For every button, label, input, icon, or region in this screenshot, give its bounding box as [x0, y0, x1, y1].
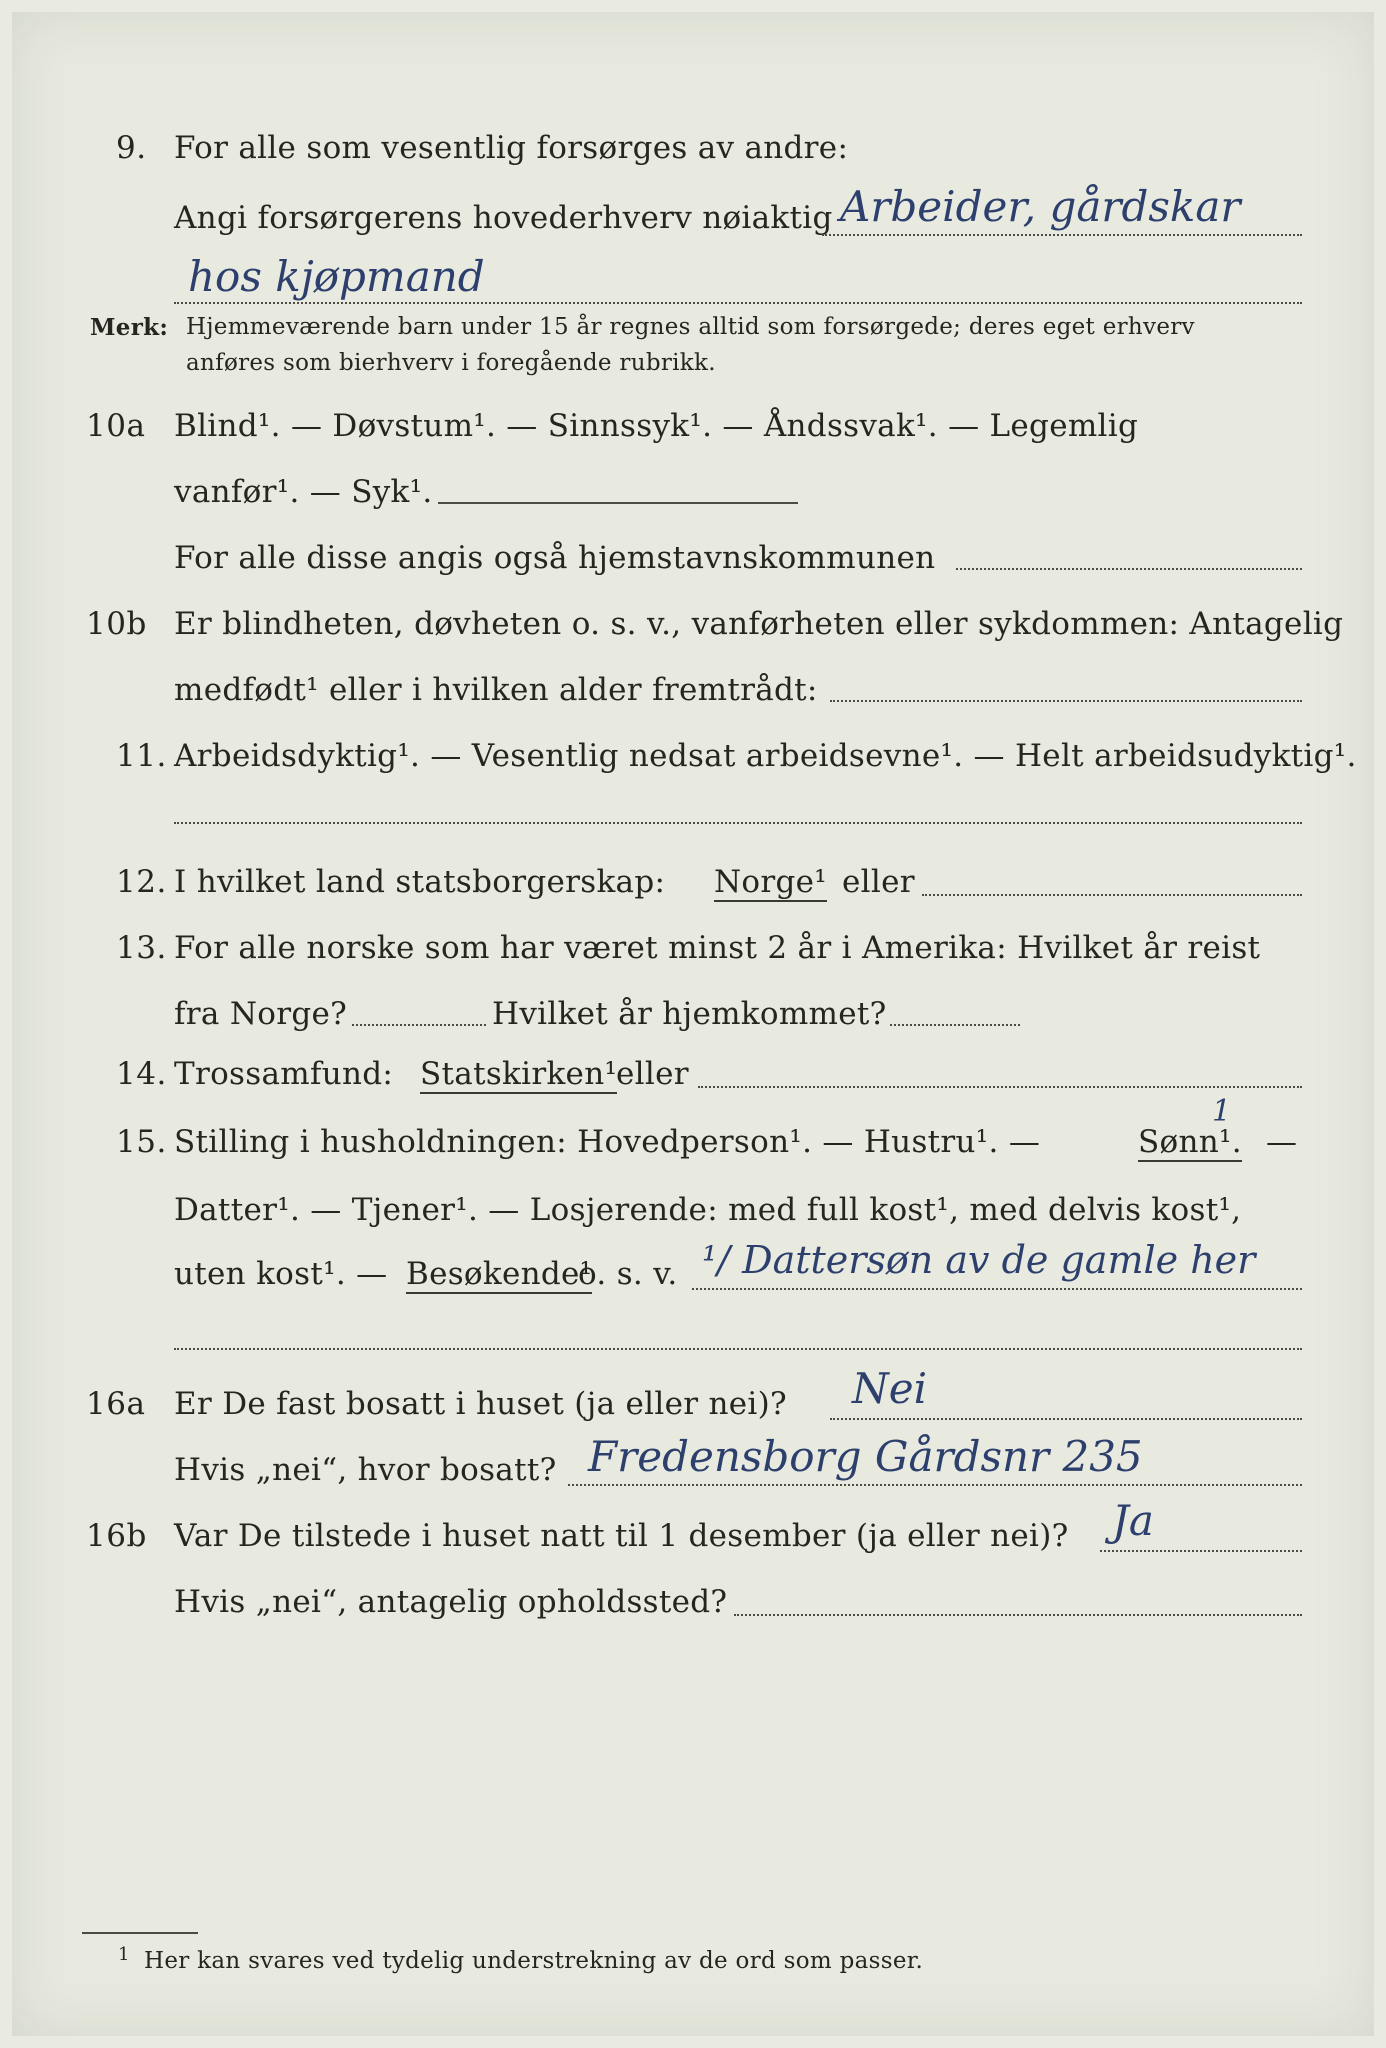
q13-line2a: fra Norge? — [174, 996, 348, 1032]
q9-handwritten-answer1: Arbeider, gårdskar — [840, 182, 1241, 231]
q15-answer-line1[interactable] — [692, 1288, 1302, 1290]
q9-line2: Angi forsørgerens hovederhverv nøiaktig — [174, 200, 833, 236]
q15-option-besokende[interactable]: Besøkende¹ — [406, 1256, 593, 1292]
q15-answer-line2[interactable] — [174, 1348, 1302, 1350]
q9-answer-line2[interactable] — [174, 302, 1302, 304]
q10a-line1: Blind¹. — Døvstum¹. — Sinnssyk¹. — Åndssvak¹. — Legemlig — [174, 408, 1139, 444]
q13-number: 13. — [116, 930, 167, 966]
q15-line2: Datter¹. — Tjener¹. — Losjerende: med full kost¹, med delvis kost¹, — [174, 1192, 1242, 1228]
q16b-number: 16b — [86, 1518, 147, 1554]
q15-line3a: uten kost¹. — — [174, 1256, 388, 1292]
q10b-line2: medfødt¹ eller i hvilken alder fremtrådt: — [174, 672, 818, 708]
q16b-answer-line2[interactable] — [734, 1614, 1302, 1616]
q15-option-sonn[interactable]: Sønn¹. — [1138, 1124, 1242, 1160]
q11-line1: Arbeidsdyktig¹. — Vesentlig nedsat arbeidsevne¹. — Helt arbeidsudyktig¹. — [174, 738, 1357, 774]
q16a-number: 16a — [86, 1386, 146, 1422]
q13-line1: For alle norske som har været minst 2 år i Amerika: Hvilket år reist — [174, 930, 1261, 966]
q12-suffix: eller — [842, 864, 915, 900]
q16b-answer-line1[interactable] — [1100, 1550, 1302, 1552]
q12-option-norge[interactable]: Norge¹ — [714, 864, 828, 900]
q14-number: 14. — [116, 1056, 167, 1092]
q10a-line2: vanfør¹. — Syk¹. — [174, 474, 433, 510]
q16a-line1: Er De fast bosatt i huset (ja eller nei)? — [174, 1386, 787, 1422]
merk-line1: Hjemmeværende barn under 15 år regnes alltid som forsørgede; deres eget erhverv — [186, 314, 1195, 340]
q14-option-statskirken[interactable]: Statskirken¹ — [420, 1056, 618, 1092]
footnote-rule — [82, 1932, 198, 1934]
q12-number: 12. — [116, 864, 167, 900]
merk-label: Merk: — [90, 314, 169, 341]
q10a-number: 10a — [86, 408, 146, 444]
q13-hjemkommet-line[interactable] — [890, 1024, 1020, 1026]
q14-answer-line[interactable] — [698, 1086, 1302, 1088]
q12-prefix: I hvilket land statsborgerskap: — [174, 864, 666, 900]
q11-number: 11. — [116, 738, 167, 774]
q16b-line1: Var De tilstede i huset natt til 1 desember (ja eller nei)? — [174, 1518, 1069, 1554]
q10a-syk-line[interactable] — [438, 502, 798, 504]
footnote-text: Her kan svares ved tydelig understrekning av de ord som passer. — [144, 1948, 924, 1974]
q16b-handwritten-answer1: Ja — [1112, 1496, 1154, 1545]
q15-handwritten-answer: ¹/ Dattersøn av de gamle her — [702, 1238, 1256, 1282]
q10b-answer-line[interactable] — [830, 700, 1302, 702]
q15-line3c: o. s. v. — [578, 1256, 678, 1292]
q16a-handwritten-answer1: Nei — [852, 1364, 928, 1413]
q11-answer-line[interactable] — [174, 822, 1302, 824]
merk-line2: anføres som bierhverv i foregående rubrikk. — [186, 350, 716, 376]
q10b-number: 10b — [86, 606, 147, 642]
q10b-line1: Er blindheten, døvheten o. s. v., vanførheten eller sykdommen: Antagelig — [174, 606, 1344, 642]
q16a-answer-line1[interactable] — [830, 1418, 1302, 1420]
q9-line1: For alle som vesentlig forsørges av andre: — [174, 130, 849, 166]
q12-answer-line[interactable] — [922, 894, 1302, 896]
q15-number: 15. — [116, 1124, 167, 1160]
q14-prefix: Trossamfund: — [174, 1056, 394, 1092]
q10a-line3: For alle disse angis også hjemstavnskommunen — [174, 540, 936, 576]
q15-handwritten-mark: 1 — [1212, 1094, 1232, 1129]
q9-number: 9. — [116, 130, 147, 166]
footnote-mark: 1 — [118, 1944, 130, 1965]
q14-suffix: eller — [616, 1056, 689, 1092]
paper-sheet — [12, 12, 1374, 2036]
q9-answer-line1[interactable] — [822, 234, 1302, 236]
q16b-line2: Hvis „nei“, antagelig opholdssted? — [174, 1584, 728, 1620]
q15-line1a: Stilling i husholdningen: Hovedperson¹. — Hustru¹. — — [174, 1124, 1041, 1160]
q10a-answer-line[interactable] — [956, 568, 1302, 570]
q16a-line2: Hvis „nei“, hvor bosatt? — [174, 1452, 557, 1488]
q13-line2b: Hvilket år hjemkommet? — [492, 996, 887, 1032]
q15-dash: — — [1266, 1124, 1298, 1160]
q9-handwritten-answer2: hos kjøpmand — [188, 252, 485, 301]
q16a-handwritten-answer2: Fredensborg Gårdsnr 235 — [588, 1432, 1143, 1481]
q16a-answer-line2[interactable] — [568, 1484, 1302, 1486]
q13-reist-line[interactable] — [352, 1024, 486, 1026]
